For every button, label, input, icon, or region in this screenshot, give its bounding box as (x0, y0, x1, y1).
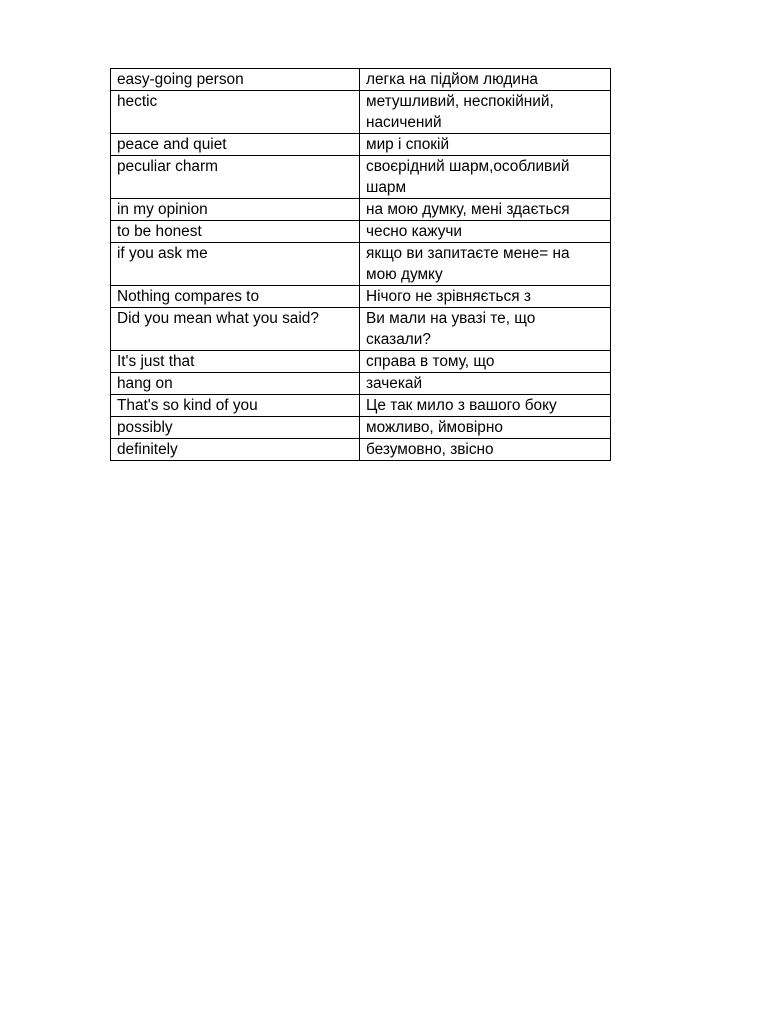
term-cell: peace and quiet (111, 134, 360, 156)
table-row (111, 156, 611, 199)
table-row (111, 417, 611, 439)
translation-cell: можливо, ймовірно (360, 417, 611, 439)
translation-cell: метушливий, неспокійний, насичений (360, 91, 611, 134)
term-cell: peculiar charm (111, 156, 360, 199)
translation-cell: справа в тому, що (360, 351, 611, 373)
table-row (111, 91, 611, 134)
table-row (111, 351, 611, 373)
translation-cell: мир і спокій (360, 134, 611, 156)
translation-cell: безумовно, звісно (360, 439, 611, 461)
table-row (111, 286, 611, 308)
term-cell: hang on (111, 373, 360, 395)
term-cell: Nothing compares to (111, 286, 360, 308)
translation-cell: на мою думку, мені здається (360, 199, 611, 221)
term-cell: in my opinion (111, 199, 360, 221)
translation-cell: своєрідний шарм,особливий шарм (360, 156, 611, 199)
table-row (111, 134, 611, 156)
vocabulary-table-body (111, 69, 611, 461)
table-row (111, 373, 611, 395)
translation-cell: чесно кажучи (360, 221, 611, 243)
translation-cell: якщо ви запитаєте мене= на мою думку (360, 243, 611, 286)
translation-cell: легка на підйом людина (360, 69, 611, 91)
table-row (111, 69, 611, 91)
translation-cell: Це так мило з вашого боку (360, 395, 611, 417)
term-cell: definitely (111, 439, 360, 461)
term-cell: if you ask me (111, 243, 360, 286)
term-cell: hectic (111, 91, 360, 134)
term-cell: possibly (111, 417, 360, 439)
vocabulary-table (110, 68, 611, 461)
table-row (111, 308, 611, 351)
term-cell: It's just that (111, 351, 360, 373)
table-row (111, 199, 611, 221)
translation-cell: Ви мали на увазі те, що сказали? (360, 308, 611, 351)
translation-cell: Нічого не зрівняється з (360, 286, 611, 308)
table-row (111, 439, 611, 461)
table-row (111, 243, 611, 286)
term-cell: Did you mean what you said? (111, 308, 360, 351)
term-cell: to be honest (111, 221, 360, 243)
table-row (111, 395, 611, 417)
translation-cell: зачекай (360, 373, 611, 395)
term-cell: That's so kind of you (111, 395, 360, 417)
table-row (111, 221, 611, 243)
term-cell: easy-going person (111, 69, 360, 91)
